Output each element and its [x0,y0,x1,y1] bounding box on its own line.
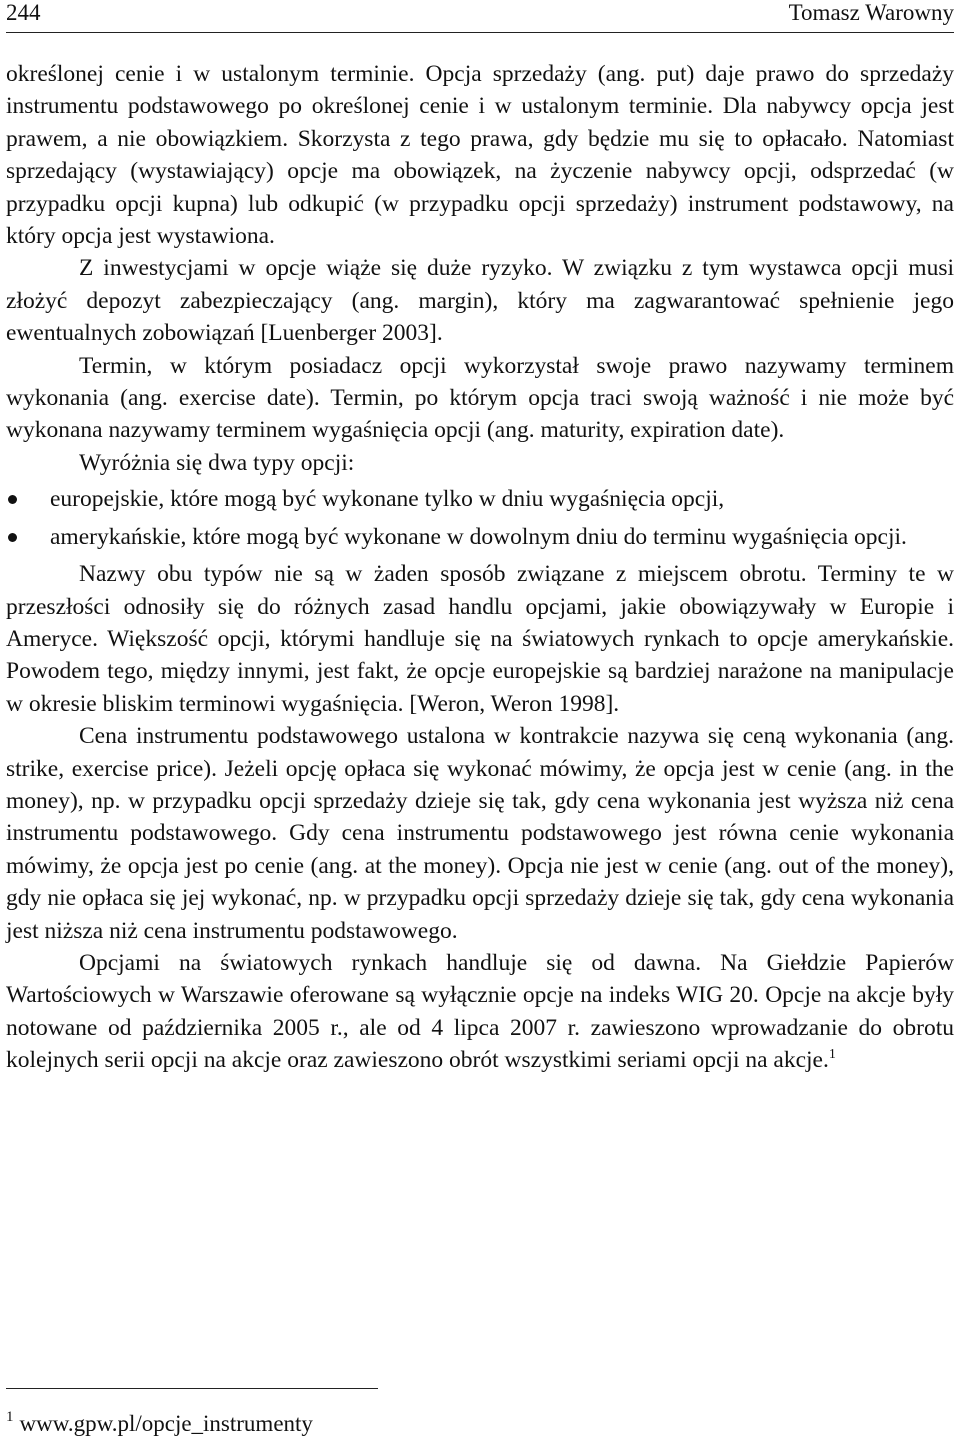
paragraph-3: Termin, w którym posiadacz opcji wykorzystał swoje prawo nazywamy terminem wykonania (ang. exercise date). Termin, po którym opcja traci swoją ważność i nie może być wykonana nazywamy terminem wygaśnięcia opcji (ang. maturity, expiration date). [6,352,954,444]
paragraph-7 [6,947,954,1077]
body-text [6,58,954,1077]
option-types-list [6,483,954,553]
paragraph-1: określonej cenie i w ustalonym terminie. Opcja sprzedaży (ang. put) daje prawo do sprzedaży instrumentu podstawowego po określonej cenie i w ustalonym terminie. Dla nabywcy opcja jest prawem, a nie obowiązkiem. Skorzysta z tego prawa, gdy będzie mu się to opłacało. Natomiast sprzedający (wystawiający) opcje ma obowiązek, na życzenie nabywcy opcji, odsprzedać (w przypadku opcji kupna) lub odkupić (w przypadku opcji sprzedaży) instrument podstawowy, na który opcja jest wystawiona. [6,61,954,250]
paragraph-2: Z inwestycjami w opcje wiąże się duże ryzyko. W związku z tym wystawca opcji musi złożyć depozyt zabezpieczający (ang. margin), który ma zagwarantować spełnienie jego ewentualnych zobowiązań [Luenberger 2003]. [6,255,954,347]
page-number: 244 [6,0,41,25]
bullet-icon [8,533,17,542]
paragraph-7-text: Opcjami na światowych rynkach handluje się od dawna. Na Giełdzie Papierów Wartościowych w Warszawie oferowane są wyłącznie opcje na indeks WIG 20. Opcje na akcje były notowane od października 2005 r., ale od 4 lipca 2007 r. zawieszono wprowadzanie do obrotu kolejnych serii opcji na akcje oraz zawieszono obrót wszystkimi seriami opcji na akcje. [6,949,954,1074]
paragraph-6: Cena instrumentu podstawowego ustalona w kontrakcie nazywa się ceną wykonania (ang. strike, exercise price). Jeżeli opcję opłaca się wykonać mówimy, że opcja jest w cenie (ang. in the money), np. w przypadku opcji sprzedaży dzieje się tak, gdy cena wykonania jest wyższa niż cena instrumentu podstawowego. Gdy cena instrumentu podstawowego jest równa cenie wykonania mówimy, że opcja jest po cenie (ang. at the money). Opcja nie jest w cenie (ang. out of the money), gdy nie opłaca się jej wykonać, np. w przypadku opcji sprzedaży dzieje się tak, gdy cena wykonania jest niższa niż cena instrumentu podstawowego. [6,723,954,944]
footnote-separator [6,1388,378,1389]
list-item-text: amerykańskie, które mogą być wykonane w dowolnym dniu do terminu wygaśnięcia opcji. [50,523,907,550]
footnote [6,1402,313,1439]
list-item [6,483,954,515]
footnote-reference: 1 [828,1047,836,1063]
running-head-author: Tomasz Warowny [788,0,954,25]
paragraph-4: Wyróżnia się dwa typy opcji: [79,449,355,476]
paragraph-5: Nazwy obu typów nie są w żaden sposób związane z miejscem obrotu. Terminy te w przeszłości odnosiły się do różnych zasad handlu opcjami, jakie obowiązywały w Europie i Ameryce. Większość opcji, którymi handluje się na światowych rynkach to opcje amerykańskie. Powodem tego, między innymi, jest fakt, że opcje europejskie są bardziej narażone na manipulacje w okresie bliskim terminowi wygaśnięcia. [Weron, Weron 1998]. [6,561,954,717]
page-header [6,0,954,33]
list-item-text: europejskie, które mogą być wykonane tylko w dniu wygaśnięcia opcji, [50,486,725,513]
footnote-text: www.gpw.pl/opcje_instrumenty [19,1411,313,1436]
footnote-mark: 1 [6,1409,14,1425]
list-item [6,521,954,553]
bullet-icon [8,495,17,504]
